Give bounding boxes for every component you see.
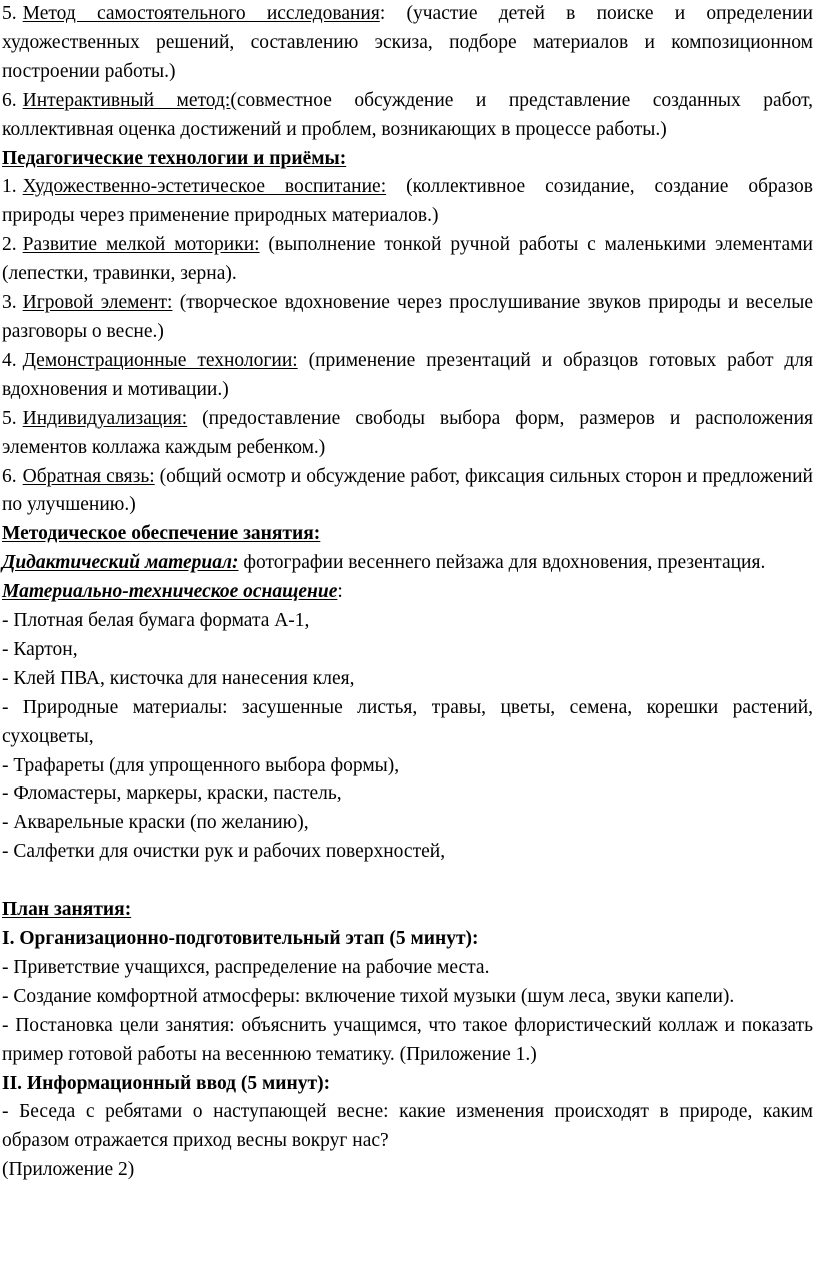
method-name: Метод самостоятельного исследования — [22, 3, 380, 24]
material-item: - Клей ПВА, кисточка для нанесения клея, — [2, 667, 355, 689]
didactic-text: фотографии весеннего пейзажа для вдохновения, презентация. — [238, 552, 766, 574]
technology-description: (коллективное созидание, создание образов природы через применение природных материалов.) — [2, 176, 813, 227]
technology-number: 1. — [2, 176, 17, 198]
technology-name: Игровой элемент: — [22, 292, 173, 314]
technology-description: (творческое вдохновение через прослушивание звуков природы и веселые разговоры о весне.) — [2, 292, 813, 342]
material-label: Материально-техническое оснащение — [2, 581, 338, 603]
material-heading — [2, 578, 813, 607]
technology-name: Демонстрационные технологии: — [22, 349, 298, 371]
technology-description: (предоставление свободы выбора форм, размеров и расположения элементов коллажа каждым ребенком.) — [2, 407, 813, 458]
stage-1-item: - Постановка цели занятия: объяснить учащимся, что такое флористический коллаж и показать пример готовой работы на весеннюю тематику. (Приложение 1.) — [2, 1014, 813, 1065]
technology-number: 3. — [2, 292, 17, 314]
technology-description: (общий осмотр и обсуждение работ, фиксация сильных сторон и предложений по улучшению.) — [2, 465, 813, 516]
technology-item — [2, 173, 813, 231]
material-item: - Фломастеры, маркеры, краски, пастель, — [2, 783, 342, 805]
plan-heading: План занятия: — [2, 899, 132, 921]
technology-name: Обратная связь: — [22, 465, 155, 487]
technology-item — [2, 289, 813, 347]
method-name: Интерактивный метод: — [22, 89, 231, 111]
technology-number: 5. — [2, 407, 17, 429]
technology-name: Индивидуализация: — [22, 407, 188, 429]
material-colon: : — [337, 581, 343, 603]
technologies-heading: Педагогические технологии и приёмы: — [2, 147, 347, 169]
support-heading: Методическое обеспечение занятия: — [2, 523, 321, 545]
material-item: - Акварельные краски (по желанию), — [2, 812, 309, 834]
method-item — [2, 0, 813, 87]
technology-description: (применение презентаций и образцов готовых работ для вдохновения и мотивации.) — [2, 349, 813, 400]
technology-item — [2, 231, 813, 289]
technology-item — [2, 463, 813, 521]
blank-line — [2, 867, 813, 896]
method-number: 5. — [2, 3, 17, 24]
technology-number: 6. — [2, 465, 17, 487]
technology-number: 2. — [2, 234, 17, 256]
stage-1-item: - Приветствие учащихся, распределение на рабочие места. — [2, 956, 490, 978]
stage-1-item: - Создание комфортной атмосферы: включение тихой музыки (шум леса, звуки капели). — [2, 985, 735, 1007]
stage-2-item: - Беседа с ребятами о наступающей весне: какие изменения происходят в природе, каким образом отражается приход весны вокруг нас? — [2, 1101, 813, 1152]
stage-1-title: I. Организационно-подготовительный этап (5 минут): — [2, 927, 479, 949]
technology-name: Художественно-эстетическое воспитание: — [22, 176, 387, 198]
technology-number: 4. — [2, 349, 17, 371]
didactic-label: Дидактический материал: — [2, 552, 239, 574]
technology-description: (выполнение тонкой ручной работы с маленькими элементами (лепестки, травинки, зерна). — [2, 234, 813, 285]
material-item: - Трафареты (для упрощенного выбора формы), — [2, 754, 400, 776]
technology-item — [2, 405, 813, 463]
method-item — [2, 87, 813, 145]
method-description: : (участие детей в поиске и определении художественных решений, составлению эскиза, подборе материалов и композиционном построении работы.) — [2, 3, 813, 82]
stage-2-title: II. Информационный ввод (5 минут): — [2, 1072, 331, 1094]
material-item: - Природные материалы: засушенные листья, травы, цветы, семена, корешки растений, сухоцветы, — [2, 696, 813, 747]
technology-item — [2, 347, 813, 405]
method-description: (совместное обсуждение и представление созданных работ, коллективная оценка достижений и проблем, возникающих в процессе работы.) — [2, 89, 813, 140]
method-number: 6. — [2, 89, 17, 111]
material-item: - Картон, — [2, 638, 78, 660]
didactic-paragraph — [2, 549, 813, 578]
material-item: - Салфетки для очистки рук и рабочих поверхностей, — [2, 841, 446, 863]
stage-2-item: (Приложение 2) — [2, 1159, 135, 1181]
technology-name: Развитие мелкой моторики: — [22, 234, 260, 256]
material-item: - Плотная белая бумага формата А-1, — [2, 610, 310, 632]
